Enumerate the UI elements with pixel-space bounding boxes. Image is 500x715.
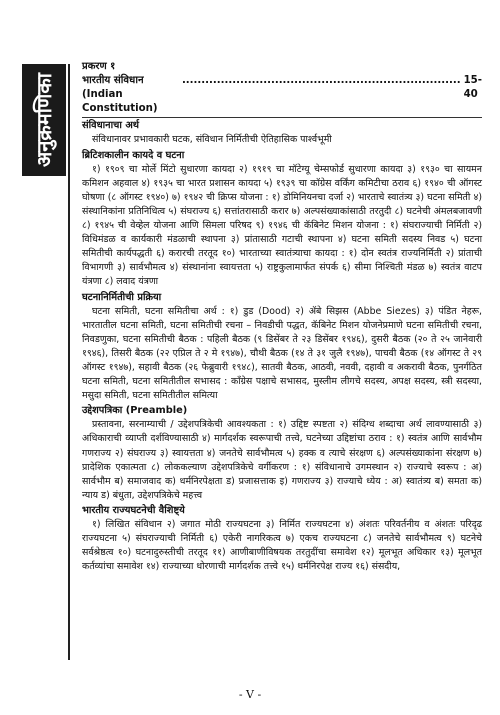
page-number: - V - <box>238 688 262 701</box>
section-heading: उद्देशपत्रिका (Preamble) <box>82 405 188 417</box>
section-heading: घटनानिर्मितीची प्रक्रिया <box>82 291 162 303</box>
vertical-rule <box>68 64 70 660</box>
section-body: संविधानावर प्रभावकारी घटक, संविधान निर्मितीची ऐतिहासिक पार्श्वभूमी <box>92 134 332 146</box>
section-heading: ब्रिटिशकालीन कायदे व घटना <box>82 149 185 161</box>
index-side-label: अनुक्रमणिका <box>32 73 56 167</box>
chapter-pages: 15-40 <box>463 75 482 101</box>
section-body: प्रस्तावना, सरनाम्याची / उद्देशपत्रिकेची आवश्यकता : १) उद्दिष्ट स्पष्टता २) संदिग्ध शब्दाचा अर्थ लावण्यासाठी ३) अधिकाराची व्याप्ती दर्शविण्यासाठी ४) मार्गदर्शक स्वरूपाची तत्त्वे, घटनेच्या उद्दिष्टांचा ठराव : १) स्वतंत्र आणि सार्वभौम गणराज्य २) संघराज्य ३) स्वायत्तता ४) जनतेचे सार्वभौमत्व ५) हक्क व त्याचे संरक्षण ६) अल्पसंख्याकांना संरक्षण ७) प्रादेशिक एकात्मता ८) लोककल्याण उद्देशपत्रिकेचे वर्गीकरण : १) संविधानाचे उगमस्थान २) राज्याचे स्वरूप : अ) सार्वभौम ब) समाजवाद क) धर्मनिरपेक्षता ड) प्रजासत्ताक इ) गणराज्य ३) राज्याचे ध्येय : अ) स्वातंत्र्य ब) समता क) न्याय ड) बंधुता, उद्देशपत्रिकेचे महत्त्व <box>82 419 482 501</box>
section-heading: संविधानाचा अर्थ <box>82 120 140 132</box>
section-heading: भारतीय राज्यघटनेची वैशिष्ट्ये <box>82 504 185 516</box>
section-body: १) लिखित संविधान २) जगात मोठी राज्यघटना ३) निर्मित राज्यघटना ४) अंशतः परिवर्तनीय व अंशतः परिदृढ राज्यघटना ५) संघराज्याची निर्मिती ६) एकेरी नागरिकत्व ७) एकच राज्यघटना ८) जनतेचे सार्वभौमत्व ९) घटनेचे सर्वश्रेष्ठत्व १०) घटनादुरुस्तीची तरतूद ११) आणीबाणीविषयक तरतुदींचा समावेश १२) मूलभूत अधिकार १३) मूलभूत कर्तव्यांचा समावेश १४) राज्याच्या धोरणाची मार्गदर्शक तत्त्वे १५) धर्मनिरपेक्ष राज्य १६) संसदीय, <box>82 519 482 573</box>
toc-content <box>82 60 482 574</box>
section-body: १) १९०९ चा मोर्ले मिंटो सुधारणा कायदा २) १९१९ चा मॉटेग्यू चेम्सफोर्ड सुधारणा कायदा ३) १९३० चा सायमन कमिशन अहवाल ४) १९३५ चा भारत प्रशासन कायदा ५) १९३९ चा कॉग्रेस वर्किंग कमिटीचा ठराव ६) १९४० ची ऑगस्ट घोषणा (८ ऑगस्ट १९४०) ७) १९४२ ची क्रिप्स योजना : १) डोमिनियनचा दर्जा २) भारताचे स्वातंत्र्य ३) घटना समिती ४) संस्थानिकांना प्रतिनिधित्व ५) संघराज्य ६) सत्तांतरासाठी करार ७) अल्पसंख्याकांसाठी तरतुदी ८) घटनेची अंमलबजावणी ८) १९४५ ची वेव्हेल योजना आणि सिमला परिषद ९) १९४६ ची कॅबिनेट मिशन योजना : १) संघराज्याची निर्मिती २) विधिमंडळ व कार्यकारी मंडळाची स्थापना ३) प्रांतासाठी गटाची स्थापना ४) घटना समिती सदस्य निवड ५) घटना समितीची कार्यपद्धती ६) करारची तरतूद १०) भारताच्या स्वातंत्र्याचा कायदा : १) दोन स्वतंत्र राज्यनिर्मिती २) प्रांताची विभागणी ३) सार्वभौमत्व ४) संस्थानांना स्वायत्तता ५) राष्ट्रकुलामार्फत संपर्क ६) सीमा निश्चिती मंडळ ७) स्वतंत्र वाटप यंत्रणा ८) लवाद यंत्रणा <box>82 163 482 288</box>
leader-dots: ........................................................................ <box>181 75 461 87</box>
section-body: घटना समिती, घटना समितीचा अर्थ : १) डुड (Dood) २) ॲबे सिझस (Abbe Siezes) ३) पंडित नेहरू, भारतातील घटना समिती, घटना समितीची रचना – निवडीची पद्धत, कॅबिनेट मिशन योजनेप्रमाणे घटना समितीची रचना, निवडणुका, घटना समितीची बैठक : पहिली बैठक (९ डिसेंबर ते २३ डिसेंबर १९४६), दुसरी बैठक (२० ते २५ जानेवारी १९४६), तिसरी बैठक (२२ एप्रिल ते २ मे १९४७), चौथी बैठक (१४ ते ३१ जुलै १९४७), पाचवी बैठक (१४ ऑगस्ट ते २९ ऑगस्ट १९४७), सहावी बैठक (२६ फेब्रुवारी १९४८), सातवी बैठक, आठवी, नववी, दहावी व अकरावी बैठक, पुनर्गठित घटना समिती, घटना समितीतील सभासद : कॉंग्रेस पक्षाचे सभासद, मुस्लीम लीगचे सदस्य, अपक्ष सदस्य, स्त्री सदस्या, मसुदा समिती, घटना समितीतील समित्या <box>82 305 482 402</box>
chapter-number: प्रकरण १ <box>82 61 116 72</box>
chapter-title: भारतीय संविधान (Indian Constitution) <box>82 75 158 115</box>
chapter-title-row <box>82 74 482 118</box>
